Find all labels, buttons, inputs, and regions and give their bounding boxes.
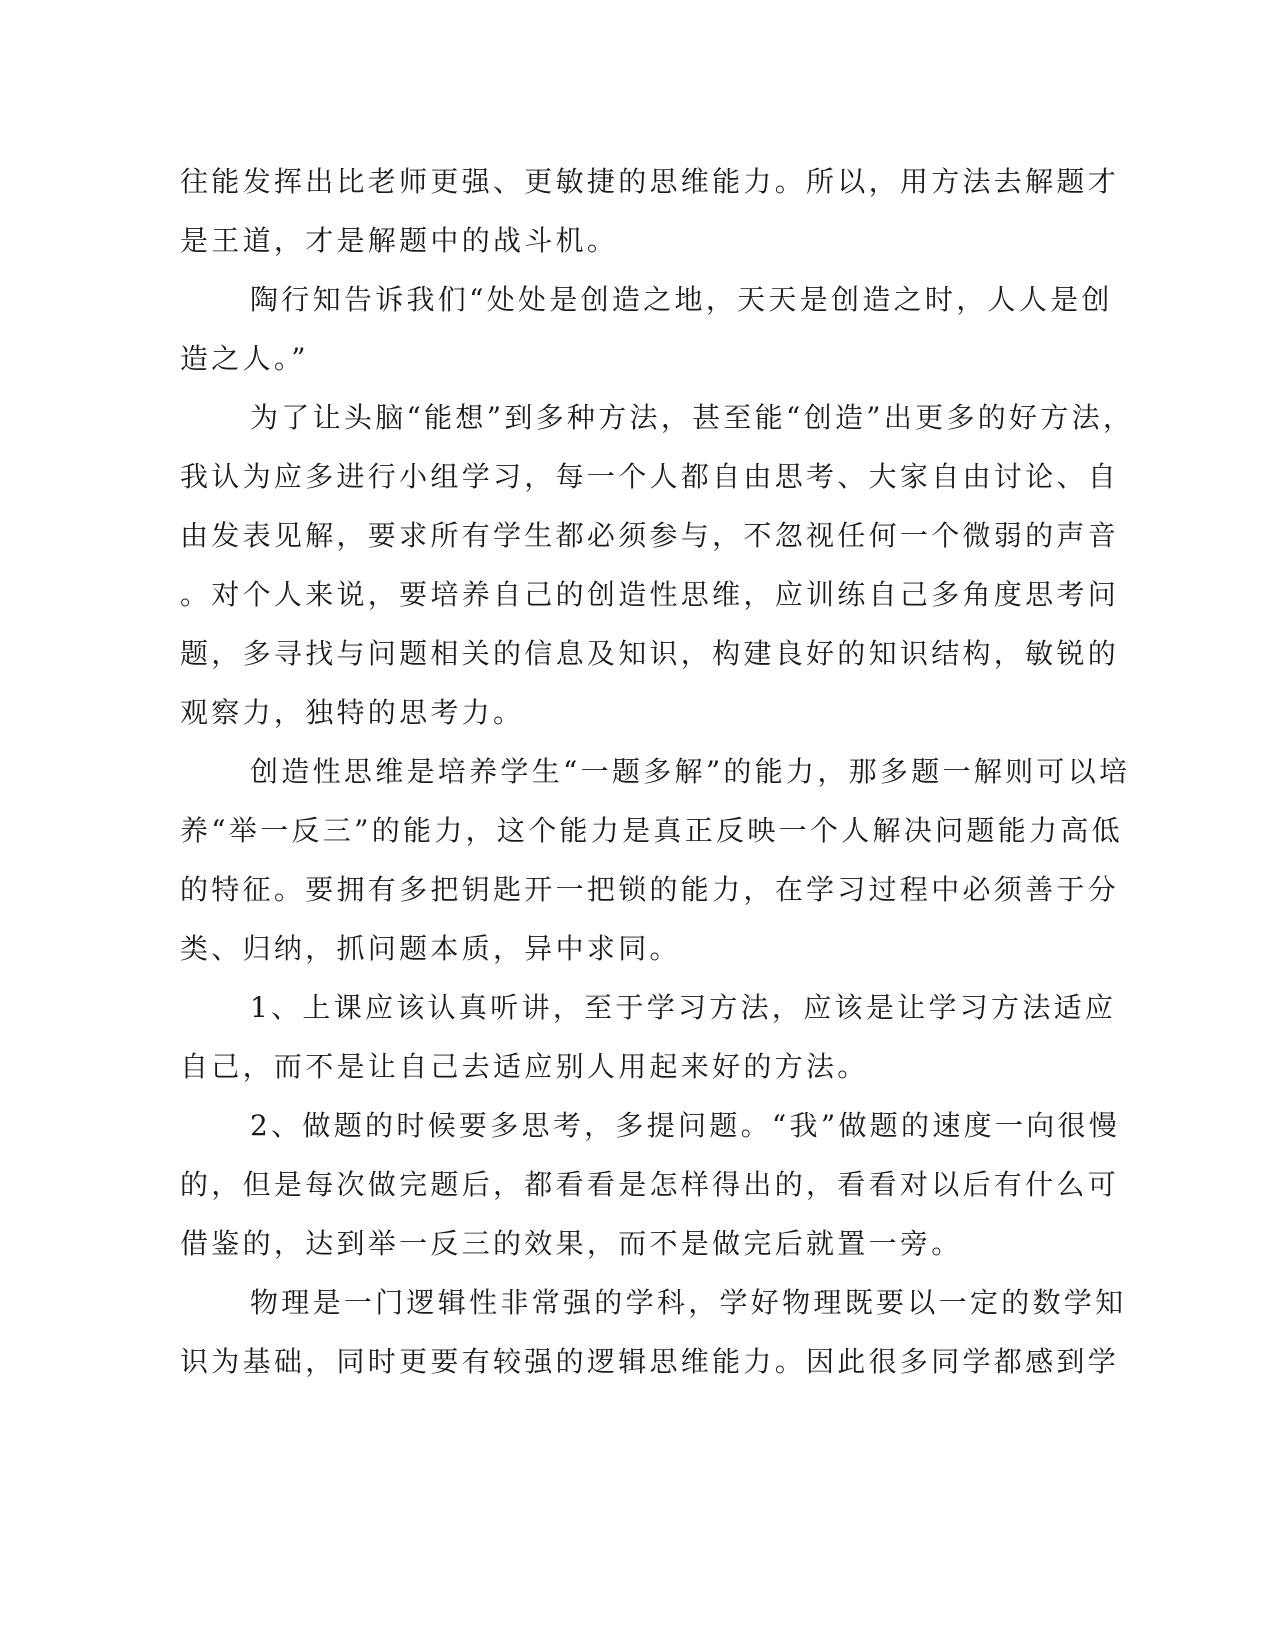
text-line: 自己，而不是让自己去适应别人用起来好的方法。: [180, 1050, 869, 1083]
text-line: 。对个人来说，要培养自己的创造性思维，应训练自己多角度思考问: [180, 578, 1120, 611]
text-line: 识为基础，同时更要有较强的逻辑思维能力。因此很多同学都感到学: [180, 1345, 1120, 1378]
text-line: 的特征。要拥有多把钥匙开一把锁的能力，在学习过程中必须善于分: [180, 873, 1120, 906]
text-line: 养“举一反三”的能力，这个能力是真正反映一个人解决问题能力高低: [180, 814, 1123, 847]
paragraph-first-line: 创造性思维是培养学生“一题多解”的能力，那多题一解则可以培: [250, 755, 1131, 788]
paragraph-first-line: 2、做题的时候要多思考，多提问题。“我”做题的速度一向很慢: [250, 1109, 1121, 1142]
text-line: 往能发挥出比老师更强、更敏捷的思维能力。所以，用方法去解题才: [180, 165, 1120, 198]
paragraph-first-line: 陶行知告诉我们“处处是创造之地，天天是创造之时，人人是创: [250, 283, 1113, 316]
text-line: 类、归纳，抓问题本质，异中求同。: [180, 932, 681, 965]
text-line: 由发表见解，要求所有学生都必须参与，不忽视任何一个微弱的声音: [180, 519, 1120, 552]
text-line: 造之人。”: [180, 342, 309, 375]
paragraph-first-line: 物理是一门逻辑性非常强的学科，学好物理既要以一定的数学知: [250, 1286, 1127, 1319]
text-line: 我认为应多进行小组学习，每一个人都自由思考、大家自由讨论、自: [180, 460, 1120, 493]
text-line: 题，多寻找与问题相关的信息及知识，构建良好的知识结构，敏锐的: [180, 637, 1120, 670]
text-line: 是王道，才是解题中的战斗机。: [180, 224, 619, 257]
text-line: 借鉴的，达到举一反三的效果，而不是做完后就置一旁。: [180, 1227, 963, 1260]
text-line: 观察力，独特的思考力。: [180, 696, 525, 729]
paragraph-first-line: 为了让头脑“能想”到多种方法，甚至能“创造”出更多的好方法，: [250, 401, 1135, 434]
paragraph-first-line: 1、上课应该认真听讲，至于学习方法，应该是让学习方法适应: [250, 991, 1117, 1024]
text-line: 的，但是每次做完题后，都看看是怎样得出的，看看对以后有什么可: [180, 1168, 1120, 1201]
